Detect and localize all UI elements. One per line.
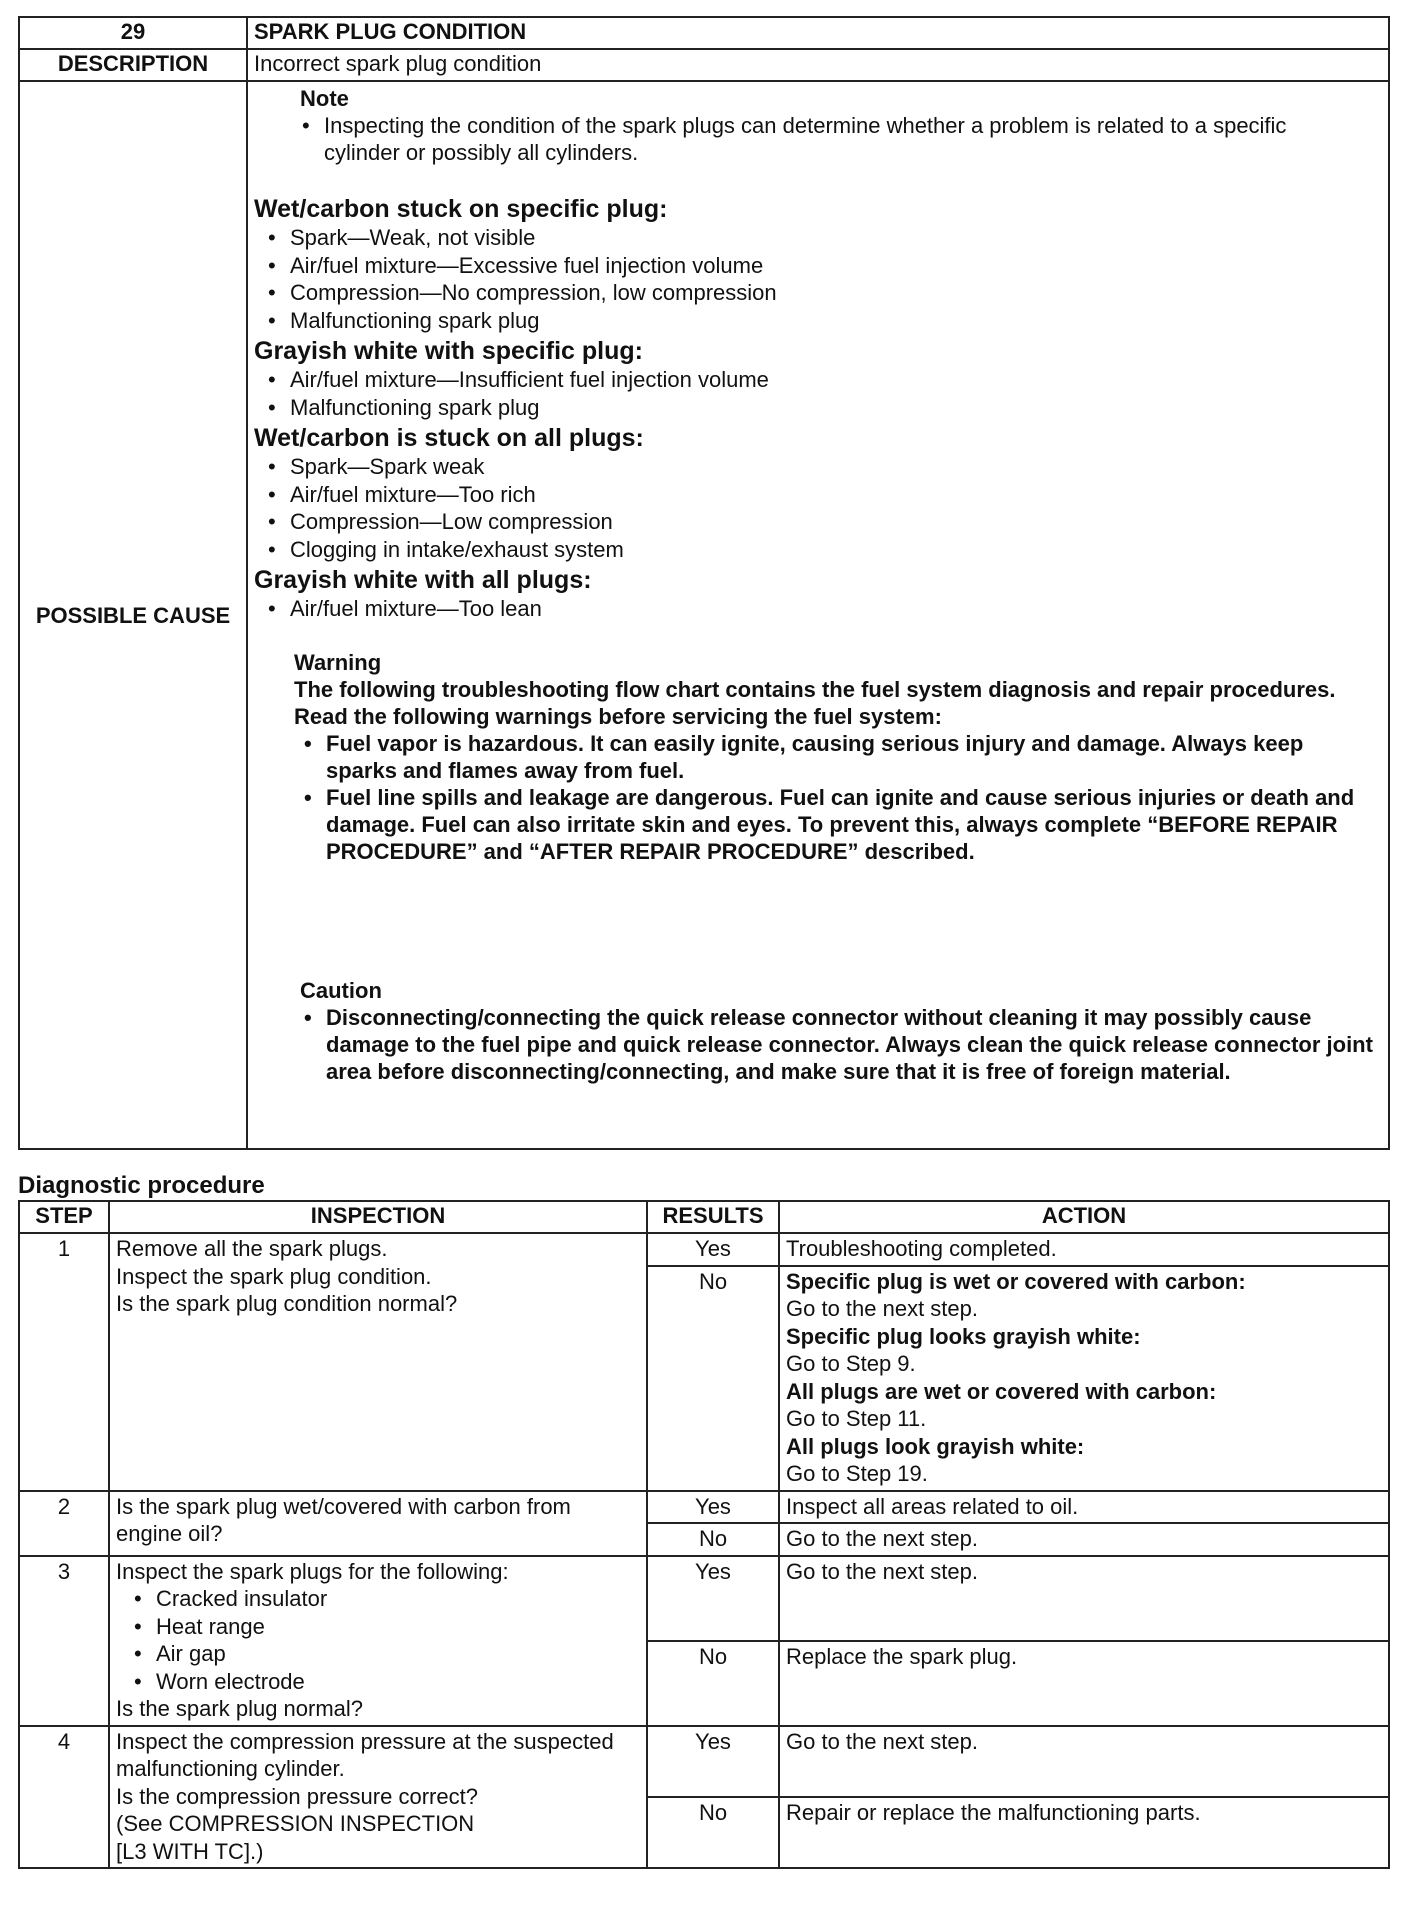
note-list xyxy=(324,112,1362,166)
cause-item: • Spark—Weak, not visible xyxy=(290,224,1382,252)
result-no: No xyxy=(647,1523,779,1556)
table-row xyxy=(19,1556,1389,1641)
inspection-line: Inspect the compression pressure at the suspected malfunctioning cylinder. xyxy=(116,1728,614,1781)
column-header-action: ACTION xyxy=(779,1201,1389,1233)
item-number: 29 xyxy=(19,17,247,49)
step-number: 4 xyxy=(19,1726,109,1869)
warning-heading: Warning xyxy=(294,649,382,675)
description-text: Incorrect spark plug condition xyxy=(247,49,1389,81)
inspection-line: Is the spark plug condition normal? xyxy=(116,1291,458,1316)
action-condition: All plugs are wet or covered with carbon: xyxy=(786,1378,1217,1404)
action-text: Go to the next step. xyxy=(786,1296,979,1321)
cause-section-list xyxy=(290,453,1382,563)
inspection-item: • Cracked insulator xyxy=(156,1585,640,1613)
cause-item: • Spark—Spark weak xyxy=(290,453,1382,481)
cause-section-title: Grayish white with specific plug: xyxy=(254,337,643,365)
action-condition: Specific plug is wet or covered with carbon: xyxy=(786,1268,1246,1294)
inspection-line: Inspect the spark plug condition. xyxy=(116,1263,432,1289)
item-title: SPARK PLUG CONDITION xyxy=(247,17,1389,49)
result-no: No xyxy=(647,1641,779,1726)
inspection-cell xyxy=(109,1556,647,1726)
cause-section-list xyxy=(290,366,1382,421)
caution-item: • Disconnecting/connecting the quick release connector without cleaning it may possibly cause damage to the fuel pipe and quick release connector. Always clean the quick release connector joint area before disconnecting/connecting, and make sure that it is free of foreign material. xyxy=(326,1004,1374,1085)
result-yes: Yes xyxy=(647,1491,779,1524)
result-no: No xyxy=(647,1797,779,1868)
action-cell: Go to the next step. xyxy=(779,1523,1389,1556)
action-text: Go to Step 11. xyxy=(786,1406,927,1431)
possible-cause-content xyxy=(247,81,1389,1149)
cause-item: • Compression—No compression, low compression xyxy=(290,279,1382,307)
warning-item: • Fuel line spills and leakage are dangerous. Fuel can ignite and cause serious injuries or death and damage. Fuel can also irritate skin and eyes. To prevent this, always complete “BEFORE REPAIR PROCEDURE” and “AFTER REPAIR PROCEDURE” described. xyxy=(326,784,1368,865)
inspection-item: • Heat range xyxy=(156,1613,640,1641)
action-cell: Replace the spark plug. xyxy=(779,1641,1389,1726)
action-cell: Troubleshooting completed. xyxy=(779,1233,1389,1266)
cause-item: • Air/fuel mixture—Too rich xyxy=(290,481,1382,509)
description-row xyxy=(19,49,1389,81)
warning-text: The following troubleshooting flow chart contains the fuel system diagnosis and repair procedures. Read the following warnings before servicing the fuel system: xyxy=(294,676,1336,729)
cause-item: • Air/fuel mixture—Insufficient fuel injection volume xyxy=(290,366,1382,394)
cause-item: • Air/fuel mixture—Excessive fuel injection volume xyxy=(290,252,1382,280)
cause-section-title: Grayish white with all plugs: xyxy=(254,566,592,594)
note-item: • Inspecting the condition of the spark plugs can determine whether a problem is related to a specific cylinder or possibly all cylinders. xyxy=(324,112,1362,166)
inspection-list xyxy=(156,1585,640,1695)
inspection-line: (See COMPRESSION INSPECTION xyxy=(116,1811,475,1836)
table-row xyxy=(19,1233,1389,1266)
cause-item: • Malfunctioning spark plug xyxy=(290,394,1382,422)
cause-item: • Malfunctioning spark plug xyxy=(290,307,1382,335)
note-heading: Note xyxy=(300,86,349,111)
diagnostic-header-row xyxy=(19,1201,1389,1233)
inspection-item: • Worn electrode xyxy=(156,1668,640,1696)
cause-item: • Air/fuel mixture—Too lean xyxy=(290,595,1382,623)
step-number: 2 xyxy=(19,1491,109,1556)
result-yes: Yes xyxy=(647,1233,779,1266)
description-label: DESCRIPTION xyxy=(19,49,247,81)
result-no: No xyxy=(647,1266,779,1491)
header-row xyxy=(19,17,1389,49)
warning-list xyxy=(326,730,1368,865)
step-number: 3 xyxy=(19,1556,109,1726)
cause-section-title: Wet/carbon is stuck on all plugs: xyxy=(254,424,644,452)
diagnostic-procedure-title: Diagnostic procedure xyxy=(18,1172,265,1199)
action-condition: All plugs look grayish white: xyxy=(786,1433,1085,1459)
table-row xyxy=(19,1726,1389,1797)
manual-page xyxy=(18,16,1390,1869)
inspection-line: [L3 WITH TC].) xyxy=(116,1838,264,1864)
cause-section-title: Wet/carbon stuck on specific plug: xyxy=(254,195,668,223)
cause-section-list xyxy=(290,224,1382,334)
action-text: Go to Step 9. xyxy=(786,1351,916,1376)
inspection-item: • Air gap xyxy=(156,1640,640,1668)
action-cell: Inspect all areas related to oil. xyxy=(779,1491,1389,1524)
action-cell: Go to the next step. xyxy=(779,1556,1389,1641)
action-text: Go to Step 19. xyxy=(786,1461,928,1486)
cause-section-list xyxy=(290,595,1382,623)
inspection-line: Remove all the spark plugs. xyxy=(116,1236,388,1261)
inspection-line: Is the spark plug normal? xyxy=(116,1696,364,1721)
spark-plug-condition-table xyxy=(18,16,1390,1150)
inspection-cell: Is the spark plug wet/covered with carbon from engine oil? xyxy=(109,1491,647,1556)
table-row xyxy=(19,1491,1389,1524)
action-cell xyxy=(779,1266,1389,1491)
column-header-inspection: INSPECTION xyxy=(109,1201,647,1233)
possible-cause-row xyxy=(19,81,1389,1149)
result-yes: Yes xyxy=(647,1726,779,1797)
caution-list xyxy=(326,1004,1374,1085)
warning-item: • Fuel vapor is hazardous. It can easily ignite, causing serious injury and damage. Always keep sparks and flames away from fuel. xyxy=(326,730,1368,784)
inspection-line: Is the compression pressure correct? xyxy=(116,1783,478,1809)
diagnostic-procedure-table xyxy=(18,1200,1390,1869)
inspection-line: Inspect the spark plugs for the following: xyxy=(116,1558,509,1584)
column-header-results: RESULTS xyxy=(647,1201,779,1233)
cause-item: • Compression—Low compression xyxy=(290,508,1382,536)
inspection-cell xyxy=(109,1233,647,1491)
action-cell: Go to the next step. xyxy=(779,1726,1389,1797)
action-condition: Specific plug looks grayish white: xyxy=(786,1323,1141,1349)
caution-heading: Caution xyxy=(300,977,382,1003)
step-number: 1 xyxy=(19,1233,109,1491)
inspection-cell xyxy=(109,1726,647,1869)
column-header-step: STEP xyxy=(19,1201,109,1233)
possible-cause-label: POSSIBLE CAUSE xyxy=(19,81,247,1149)
action-cell: Repair or replace the malfunctioning parts. xyxy=(779,1797,1389,1868)
cause-item: • Clogging in intake/exhaust system xyxy=(290,536,1382,564)
result-yes: Yes xyxy=(647,1556,779,1641)
